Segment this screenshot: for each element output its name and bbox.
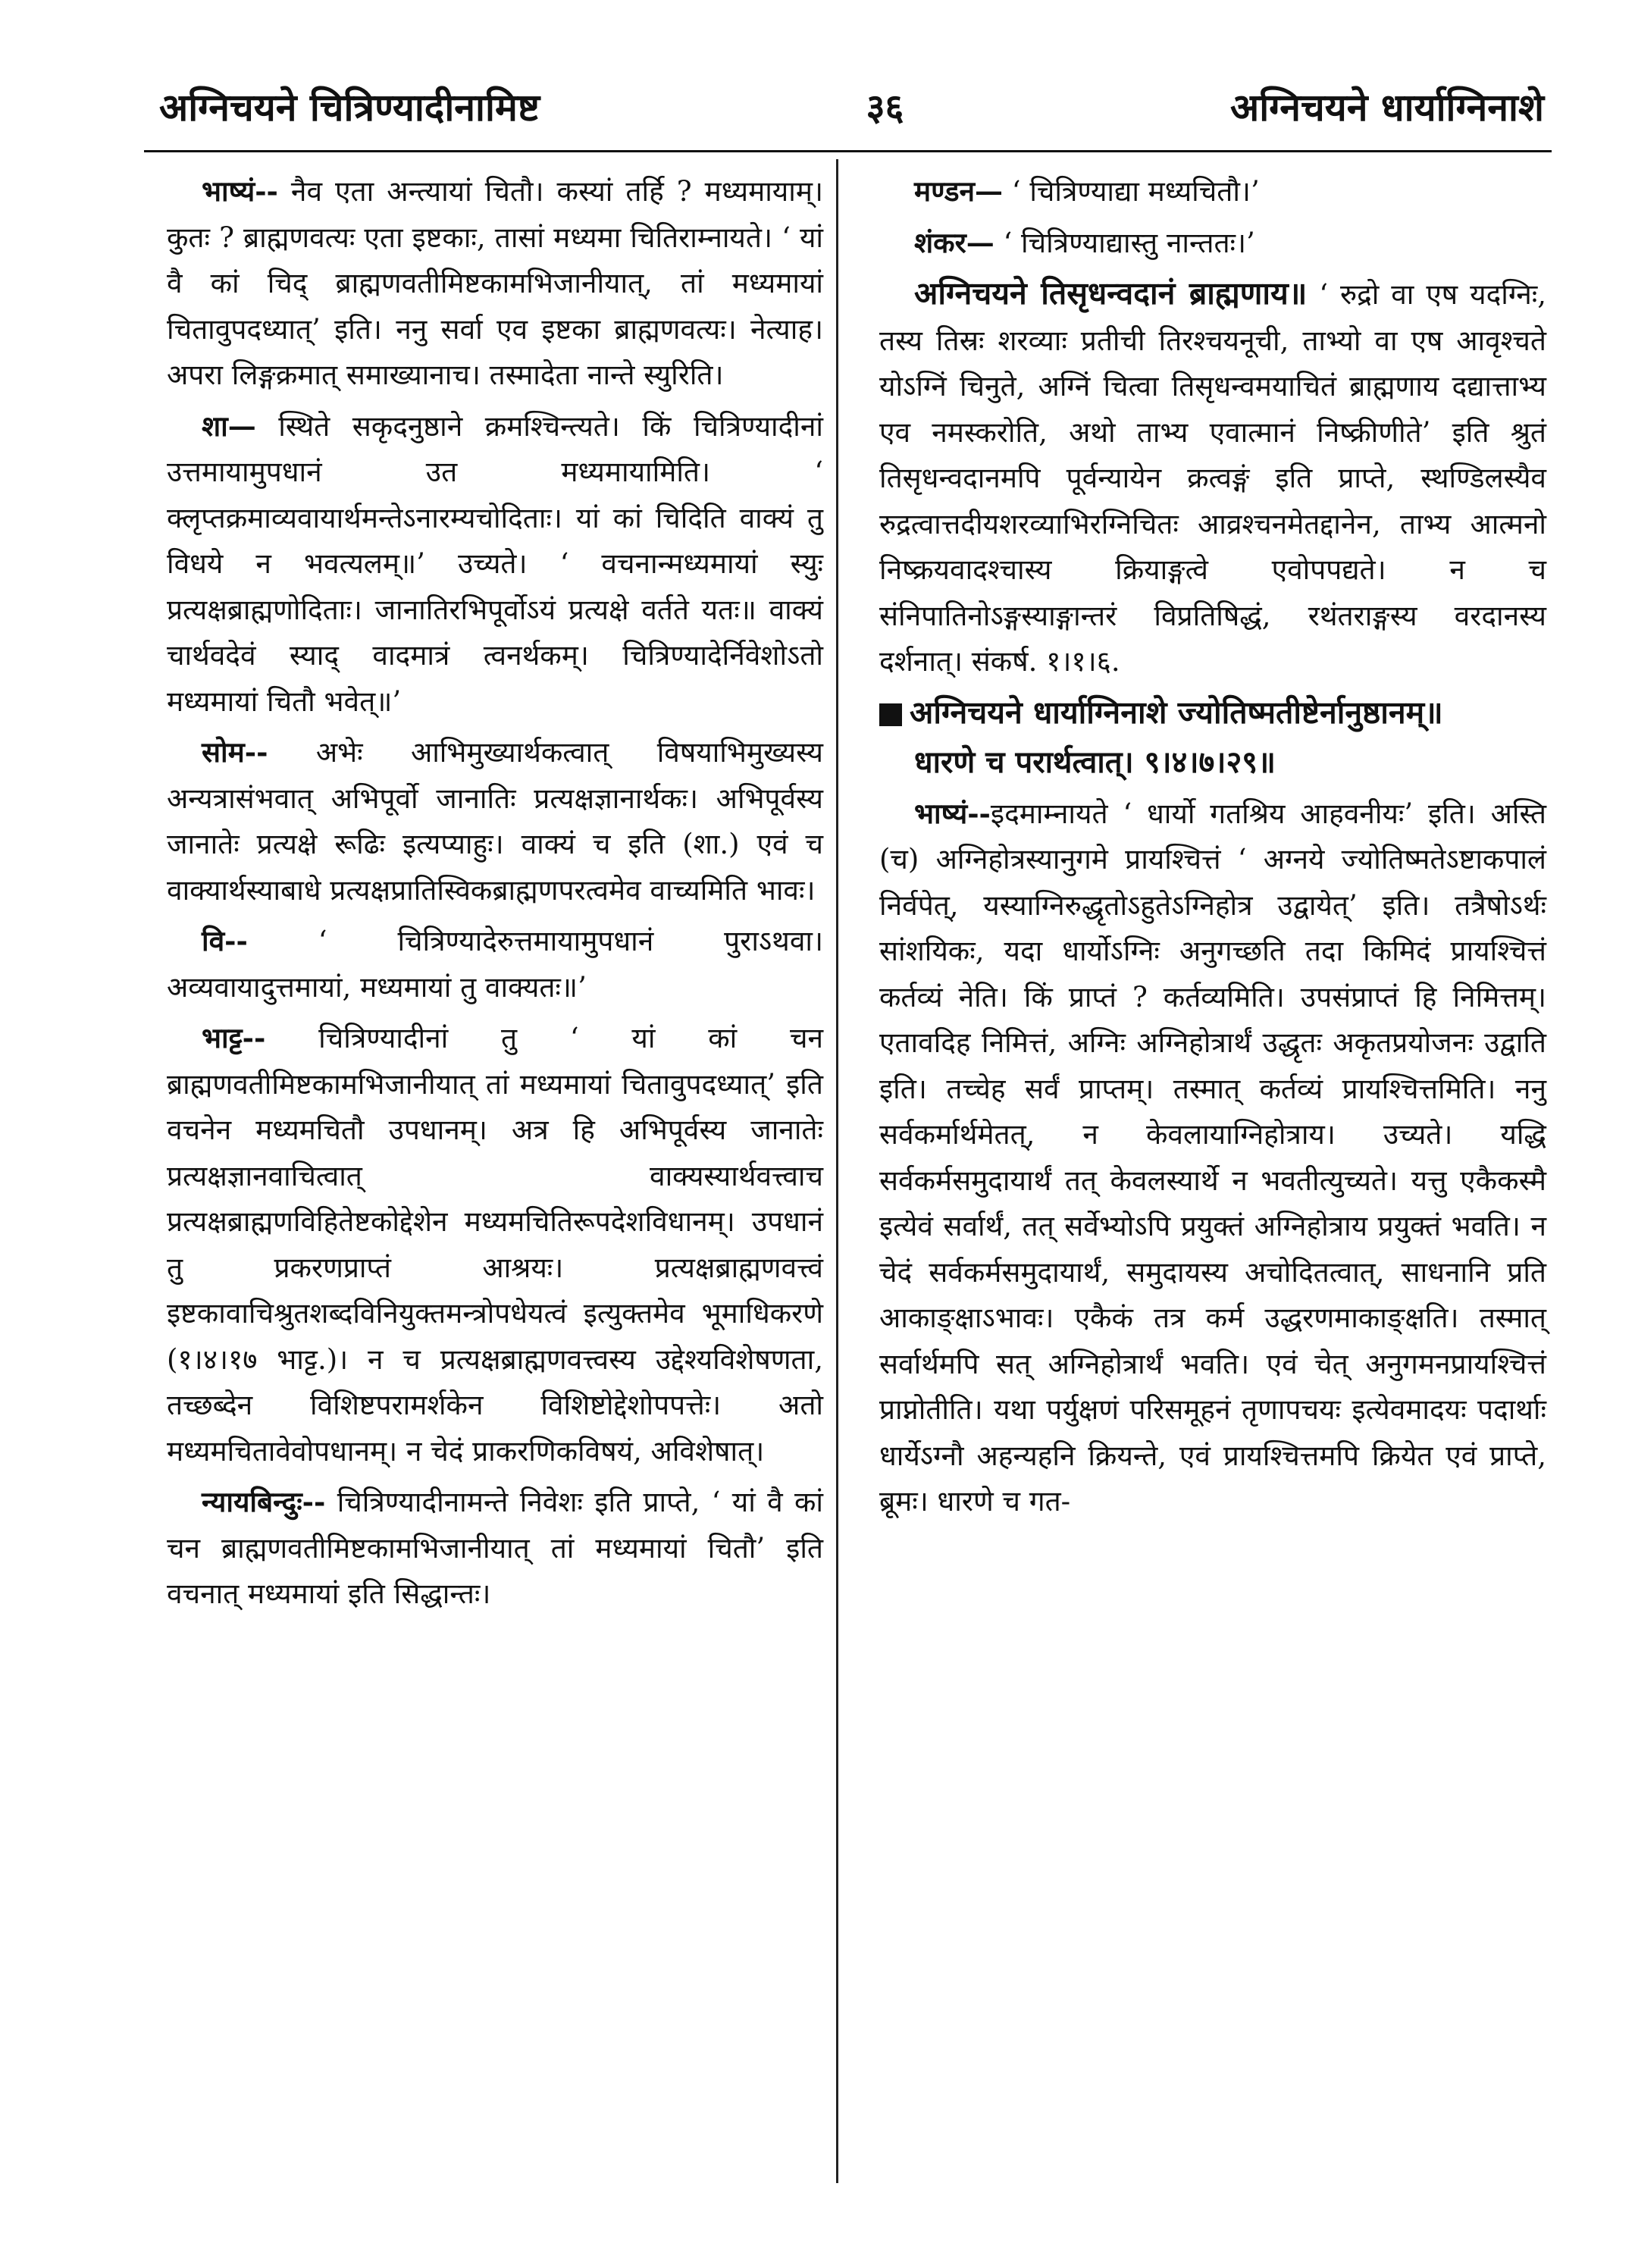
commentary-bhashya	[167, 168, 823, 399]
square-bullet-icon	[879, 703, 902, 726]
header-left-title: अग्निचयने चित्रिण्यादीनामिष्ट	[159, 85, 540, 130]
header-rule	[144, 150, 1552, 152]
commentary-text: नैव एता अन्त्यायां चितौ। कस्यां तर्हि ? मध्यमायाम्। कुतः ? ब्राह्मणवत्यः एता इष्टकाः, तासां मध्यमा चितिराम्नायते। ‘ यां वै कां चिद् ब्राह्मणवतीमिष्टकामभिजानीयात्, तां मध्यमायां चितावुपदध्यात्’ इति। ननु सर्वा एव इष्टका ब्राह्मणवत्यः। नेत्याह। अपरा लिङ्गक्रमात् समाख्यानाच। तस्मादेता नान्ते स्युरिति।	[167, 175, 823, 391]
commentary-label: भाष्यं--	[914, 796, 991, 830]
commentary-bhashya-right	[879, 791, 1546, 1525]
right-column	[879, 168, 1546, 1530]
commentary-text: चित्रिण्यादीनामन्ते निवेशः इति प्राप्ते, ‘ यां वै कां चन ब्राह्मणवतीमिष्टकामभिजानीयात् तां मध्यमायां चितौ’ इति वचनात् मध्यमायां इति सिद्धान्तः।	[167, 1486, 823, 1610]
commentary-vi	[167, 918, 823, 1010]
commentary-label: सोम--	[202, 735, 268, 769]
commentary-label: शा—	[202, 409, 256, 443]
topic-heading: अग्निचयने तिसृधन्वदानं ब्राह्मणाय॥	[914, 275, 1308, 312]
sutra-line: धारणे च परार्थत्वात्। ९।४।७।२९॥	[914, 744, 1276, 780]
commentary-mandana	[879, 168, 1546, 215]
commentary-text: चित्रिण्यादीनां तु ‘ यां कां चन ब्राह्मणवतीमिष्टकामभिजानीयात् तां मध्यमायां चितावुपदध्यात्’ इति वचनेन मध्यमचितौ उपधानम्। अत्र हि अभिपूर्वस्य जानातेः प्रत्यक्षज्ञानवाचित्वात् वाक्यस्यार्थवत्त्वाच प्रत्यक्षब्राह्मणविहितेष्टकोद्देशेन मध्यमचितिरूपदेशविधानम्। उपधानं तु प्रकरणप्राप्तं आश्रयः। प्रत्यक्षब्राह्मणवत्त्वं इष्टकावाचिश्रुतशब्दविनियुक्तमन्त्रोपधेयत्वं इत्युक्तमेव भूमाधिकरणे (१।४।१७ भाट्ट.)। न च प्रत्यक्षब्राह्मणवत्त्वस्य उद्देश्यविशेषणता, तच्छब्देन विशिष्टपरामर्शकेन विशिष्टोद्देशोपपत्तेः। अतो मध्यमचितावेवोपधानम्। न चेदं प्राकरणिकविषयं, अविशेषात्।	[167, 1022, 823, 1468]
commentary-label: मण्डन—	[914, 174, 1004, 208]
commentary-shankara	[879, 220, 1546, 267]
commentary-soma	[167, 729, 823, 913]
topic-text: ‘ रुद्रो वा एष यदग्निः, तस्य तिस्रः शरव्याः प्रतीची तिरश्चयनूची, ताभ्यो वा एष आवृश्चते योऽग्निं चिनुते, अग्निं चित्वा तिसृधन्वमयाचितं ब्राह्मणाय दद्यात्ताभ्य एव नमस्करोति, अथो ताभ्य एवात्मानं निष्क्रीणीते’ इति श्रुतं तिसृधन्वदानमपि पूर्वन्यायेन क्रत्वङ्गं इति प्राप्ते, स्थण्डिलस्यैव रुद्रत्वात्तदीयशरव्याभिरग्निचितः आव्रश्चनमेतद्दानेन, ताभ्य आत्मनो निष्क्रयवादश्चास्य क्रियाङ्गत्वे एवोपपद्यते। न च संनिपातिनोऽङ्गस्याङ्गान्तरं विप्रतिषिद्धं, रथंतराङ्गस्य वरदानस्य दर्शनात्। संकर्ष. १।१।६.	[879, 278, 1546, 678]
page-number: ३६	[866, 86, 904, 129]
commentary-text: ‘ चित्रिण्यादेरुत्तमायामुपधानं पुराऽथवा। अव्यवायादुत्तमायां, मध्यमायां तु वाक्यतः॥’	[167, 925, 823, 1004]
commentary-label: न्यायबिन्दुः--	[202, 1485, 326, 1518]
commentary-text: ‘ चित्रिण्याद्यास्तु नान्ततः।’	[994, 226, 1255, 259]
commentary-label: भाट्ट--	[202, 1021, 266, 1054]
running-header	[159, 76, 1544, 136]
commentary-text: ‘ चित्रिण्याद्या मध्यचितौ।’	[1003, 175, 1260, 208]
commentary-text: स्थिते सकृदनुष्ठाने क्रमश्चिन्त्यते। किं चित्रिण्यादीनां उत्तमायामुपधानं उत मध्यमायामिति। ‘ क्लृप्तक्रमाव्यवायार्थमन्तेऽनारम्यचोदिताः। यां कां चिदिति वाक्यं तु विधये न भवत्यलम्॥’ उच्यते। ‘ वचनान्मध्यमायां स्युः प्रत्यक्षब्राह्मणोदिताः। जानातिरभिपूर्वोऽयं प्रत्यक्षे वर्तते यतः॥ वाक्यं चार्थवदेवं स्याद् वादमात्रं त्वनर्थकम्। चित्रिण्यादेर्निवेशोऽतो मध्यमायां चितौ भवेत्॥’	[167, 409, 823, 718]
section-title: अग्निचयने धार्याग्निनाशे ज्योतिष्मतीष्टेर्नानुष्ठानम्॥	[910, 694, 1443, 731]
section-heading	[879, 690, 1546, 736]
commentary-label: शंकर—	[914, 225, 994, 259]
commentary-bhatta	[167, 1015, 823, 1474]
commentary-label: वि--	[202, 924, 248, 957]
commentary-text: अभेः आभिमुख्यार्थकत्वात् विषयाभिमुख्यस्य अन्यत्रासंभवात् अभिपूर्वो जानातिः प्रत्यक्षज्ञानार्थकः। अभिपूर्वस्य जानातेः प्रत्यक्षे रूढिः इत्यप्याहुः। वाक्यं च इति (शा.) एवं च वाक्यार्थस्याबाधे प्रत्यक्षप्रातिस्विकब्राह्मणपरत्वमेव वाच्यमिति भावः।	[167, 736, 823, 907]
commentary-text: इदमाम्नायते ‘ धार्यो गतश्रिय आहवनीयः’ इति। अस्ति (च) अग्निहोत्रस्यानुगमे प्रायश्चित्तं ‘ अग्नये ज्योतिष्मतेऽष्टाकपालं निर्वपेत्, यस्याग्निरुद्धृतोऽहुतेऽग्निहोत्र उद्वायेत्’ इति। तत्रैषोऽर्थः सांशयिकः, यदा धार्योऽग्निः अनुगच्छति तदा किमिदं प्रायश्चित्तं कर्तव्यं नेति। किं प्राप्तं ? कर्तव्यमिति। उपसंप्राप्तं हि निमित्तम्। एतावदिह निमित्तं, अग्निः अग्निहोत्रार्थं उद्धृतः अकृतप्रयोजनः उद्वाति इति। तच्चेह सर्वं प्राप्तम्। तस्मात् कर्तव्यं प्रायश्चित्तमिति। ननु सर्वकर्मार्थमेतत्, न केवलायाग्निहोत्राय। उच्यते। यद्धि सर्वकर्मसमुदायार्थं तत् केवलस्यार्थे न भवतीत्युच्यते। यत्तु एकैकस्मै इत्येवं सर्वार्थं, तत् सर्वेभ्योऽपि प्रयुक्तं अग्निहोत्राय प्रयुक्तं भवति। न चेदं सर्वकर्मसमुदायार्थं, समुदायस्य अचोदितत्वात्, साधनानि प्रति आकाङ्क्षाऽभावः। एकैकं तत्र कर्म उद्धरणमाकाङ्क्षति। तस्मात् सर्वार्थमपि सत् अग्निहोत्रार्थं भवति। एवं चेत् अनुगमनप्रायश्चित्तं प्राप्नोतीति। यथा पर्युक्षणं परिसमूहनं तृणापचयः इत्येवमादयः पदार्थाः धार्येऽग्नौ अहन्यहनि क्रियन्ते, एवं प्रायश्चित्तमपि क्रियेत एवं प्राप्ते, ब्रूमः। धारणे च गत-	[879, 797, 1546, 1518]
left-column	[167, 168, 823, 1622]
commentary-shastradipika	[167, 403, 823, 725]
header-right-title: अग्निचयने धार्याग्निनाशे	[1230, 85, 1544, 130]
commentary-nyayabindu	[167, 1479, 823, 1618]
column-divider	[836, 159, 838, 2183]
topic-tisrdhanva	[879, 271, 1546, 685]
commentary-label: भाष्यं--	[202, 174, 278, 208]
